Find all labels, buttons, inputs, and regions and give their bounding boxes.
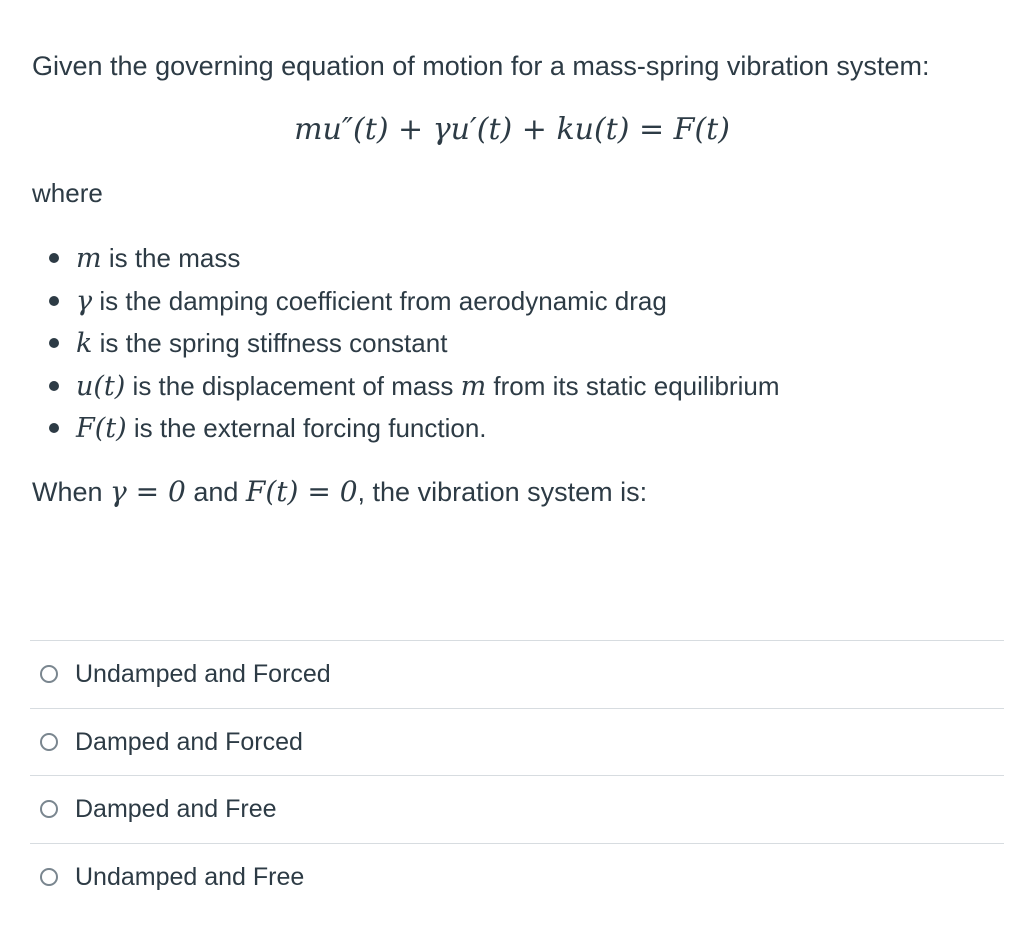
bullet-dot-icon	[49, 253, 59, 263]
answer-label[interactable]: Damped and Free	[75, 795, 277, 823]
answer-option-damped-forced[interactable]	[30, 708, 1004, 776]
symbol-m: m	[76, 243, 102, 274]
answer-option-undamped-forced[interactable]	[30, 640, 1004, 708]
symbol-gamma: γ	[76, 285, 93, 317]
definition-damping	[32, 280, 780, 323]
definition-stiffness	[32, 322, 780, 365]
condition-prefix: When	[32, 477, 111, 507]
symbol-f-of-t: F(t)	[76, 413, 127, 444]
definition-displacement	[32, 365, 780, 408]
symbol-m: m	[460, 370, 487, 402]
radio-unchecked-icon[interactable]	[40, 800, 58, 818]
equation-of-motion: mu″(t) + γu′(t) + ku(t) = F(t)	[294, 112, 730, 147]
bullet-dot-icon	[49, 296, 59, 306]
bullet-dot-icon	[49, 381, 59, 391]
radio-unchecked-icon[interactable]	[40, 665, 58, 683]
symbol-k: k	[76, 328, 93, 359]
radio-unchecked-icon[interactable]	[40, 733, 58, 751]
condition-suffix: , the vibration system is:	[357, 477, 648, 507]
definition-text: from its static equilibrium	[486, 370, 780, 401]
answer-option-damped-free[interactable]	[30, 775, 1004, 843]
bullet-dot-icon	[49, 423, 59, 433]
definition-text: is the spring stiffness constant	[92, 328, 448, 358]
symbol-u-of-t: u(t)	[76, 370, 126, 402]
radio-unchecked-icon[interactable]	[40, 868, 58, 886]
definition-list	[32, 237, 780, 450]
condition-middle: and	[185, 477, 246, 507]
condition-gamma-zero: γ = 0	[110, 475, 186, 508]
question-condition	[32, 472, 647, 512]
definition-forcing	[32, 407, 780, 450]
definition-text: is the damping coefficient from aerodynamic drag	[92, 285, 667, 316]
definition-text: is the external forcing function.	[126, 413, 487, 443]
answer-option-undamped-free[interactable]	[30, 843, 1004, 911]
where-label: where	[32, 178, 103, 208]
answer-label[interactable]: Undamped and Free	[75, 862, 305, 891]
question-intro: Given the governing equation of motion for a mass-spring vibration system:	[32, 51, 930, 81]
definition-mass	[32, 237, 780, 280]
definition-text: is the mass	[101, 243, 241, 273]
condition-force-zero: F(t) = 0	[245, 475, 358, 508]
definition-text: is the displacement of mass	[125, 370, 461, 401]
answer-label[interactable]: Damped and Forced	[75, 727, 303, 756]
answer-options	[30, 640, 1004, 910]
answer-label[interactable]: Undamped and Forced	[75, 660, 331, 688]
bullet-dot-icon	[49, 338, 59, 348]
